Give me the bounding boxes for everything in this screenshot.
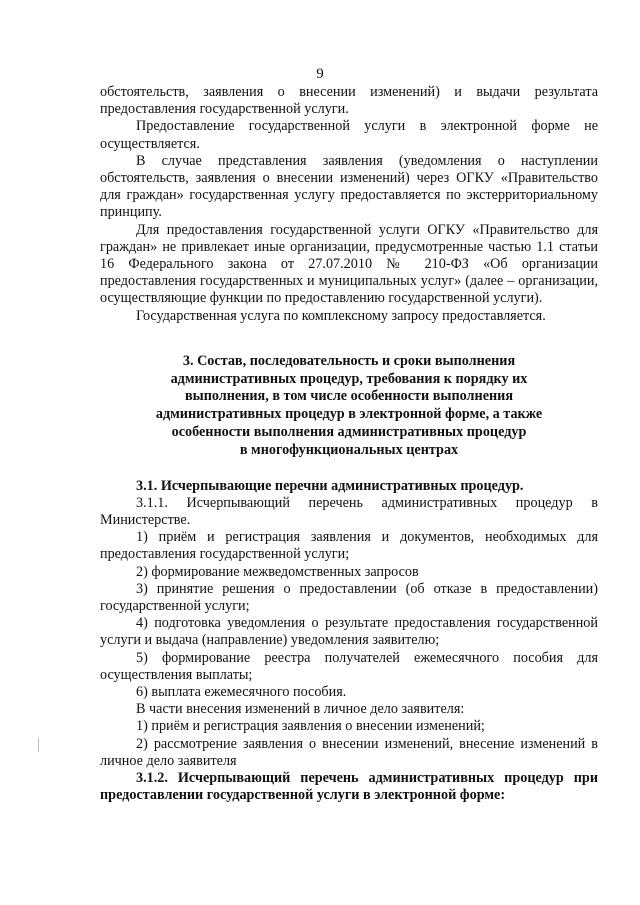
section-heading-line: административных процедур, требования к порядку их <box>170 370 528 387</box>
paragraph: Для предоставления государственной услуги ОГКУ «Правительство для граждан» не привлекает иные организации, предусмотренные частью 1.1 статьи 16 Федерального закона от 27.07.2010 № 210-ФЗ «Об организации предоставления государственных и муниципальных услуг» (далее – организации, осуществляющие функции по предоставлению государственной услуги). <box>100 221 598 307</box>
list-item: 2) формирование межведомственных запросов <box>136 563 419 580</box>
paragraph: 3.1.1. Исчерпывающий перечень административных процедур в Министерстве. <box>100 494 598 529</box>
section-heading <box>100 353 598 460</box>
section-heading-line: выполнения, в том числе особенности выполнения <box>184 388 514 405</box>
paragraph: Предоставление государственной услуги в электронной форме не осуществляется. <box>100 118 598 152</box>
list-item: 4) подготовка уведомления о результате предоставления государственной услуги и выдача (направление) уведомления заявителю; <box>100 615 598 649</box>
paragraph: В случае представления заявления (уведомления о наступлении обстоятельств, заявления о внесении изменений) через ОГКУ «Правительство для граждан» государственная услугу предоставляется по экстерриториальному принципу. <box>100 152 598 221</box>
section-heading-line: 3. Состав, последовательность и сроки выполнения <box>182 352 516 369</box>
scan-mark <box>38 738 39 752</box>
list-item: 6) выплата ежемесячного пособия. <box>136 684 347 701</box>
subsection-heading: 3.1. Исчерпывающие перечни административных процедур. <box>136 477 524 494</box>
paragraph: обстоятельств, заявления о внесении изменений) и выдачи результата предоставления государственной услуги. <box>100 84 598 118</box>
list-item: 2) рассмотрение заявления о внесении изменений, внесение изменений в личное дело заявителя <box>100 735 598 769</box>
list-item: 1) приём и регистрация заявления и документов, необходимых для предоставления государственной услуги; <box>100 529 598 563</box>
paragraph: В части внесения изменений в личное дело заявителя: <box>136 701 465 718</box>
subsection-heading: 3.1.2. Исчерпывающий перечень административных процедур при предоставлении государственной услуги в электронной форме: <box>100 770 598 804</box>
section-heading-line: в многофункциональных центрах <box>239 441 459 458</box>
list-item: 5) формирование реестра получателей ежемесячного пособия для осуществления выплаты; <box>100 649 598 683</box>
paragraph: Государственная услуга по комплексному запросу предоставляется. <box>136 307 546 324</box>
page-number: 9 <box>316 66 324 82</box>
list-item: 3) принятие решения о предоставлении (об отказе в предоставлении) государственной услуги; <box>100 580 598 615</box>
document-body <box>100 84 598 804</box>
section-heading-line: административных процедур в электронной форме, а также <box>155 406 543 423</box>
list-item: 1) приём и регистрация заявления о внесении изменений; <box>136 718 485 735</box>
section-heading-line: особенности выполнения административных процедур <box>171 424 527 441</box>
